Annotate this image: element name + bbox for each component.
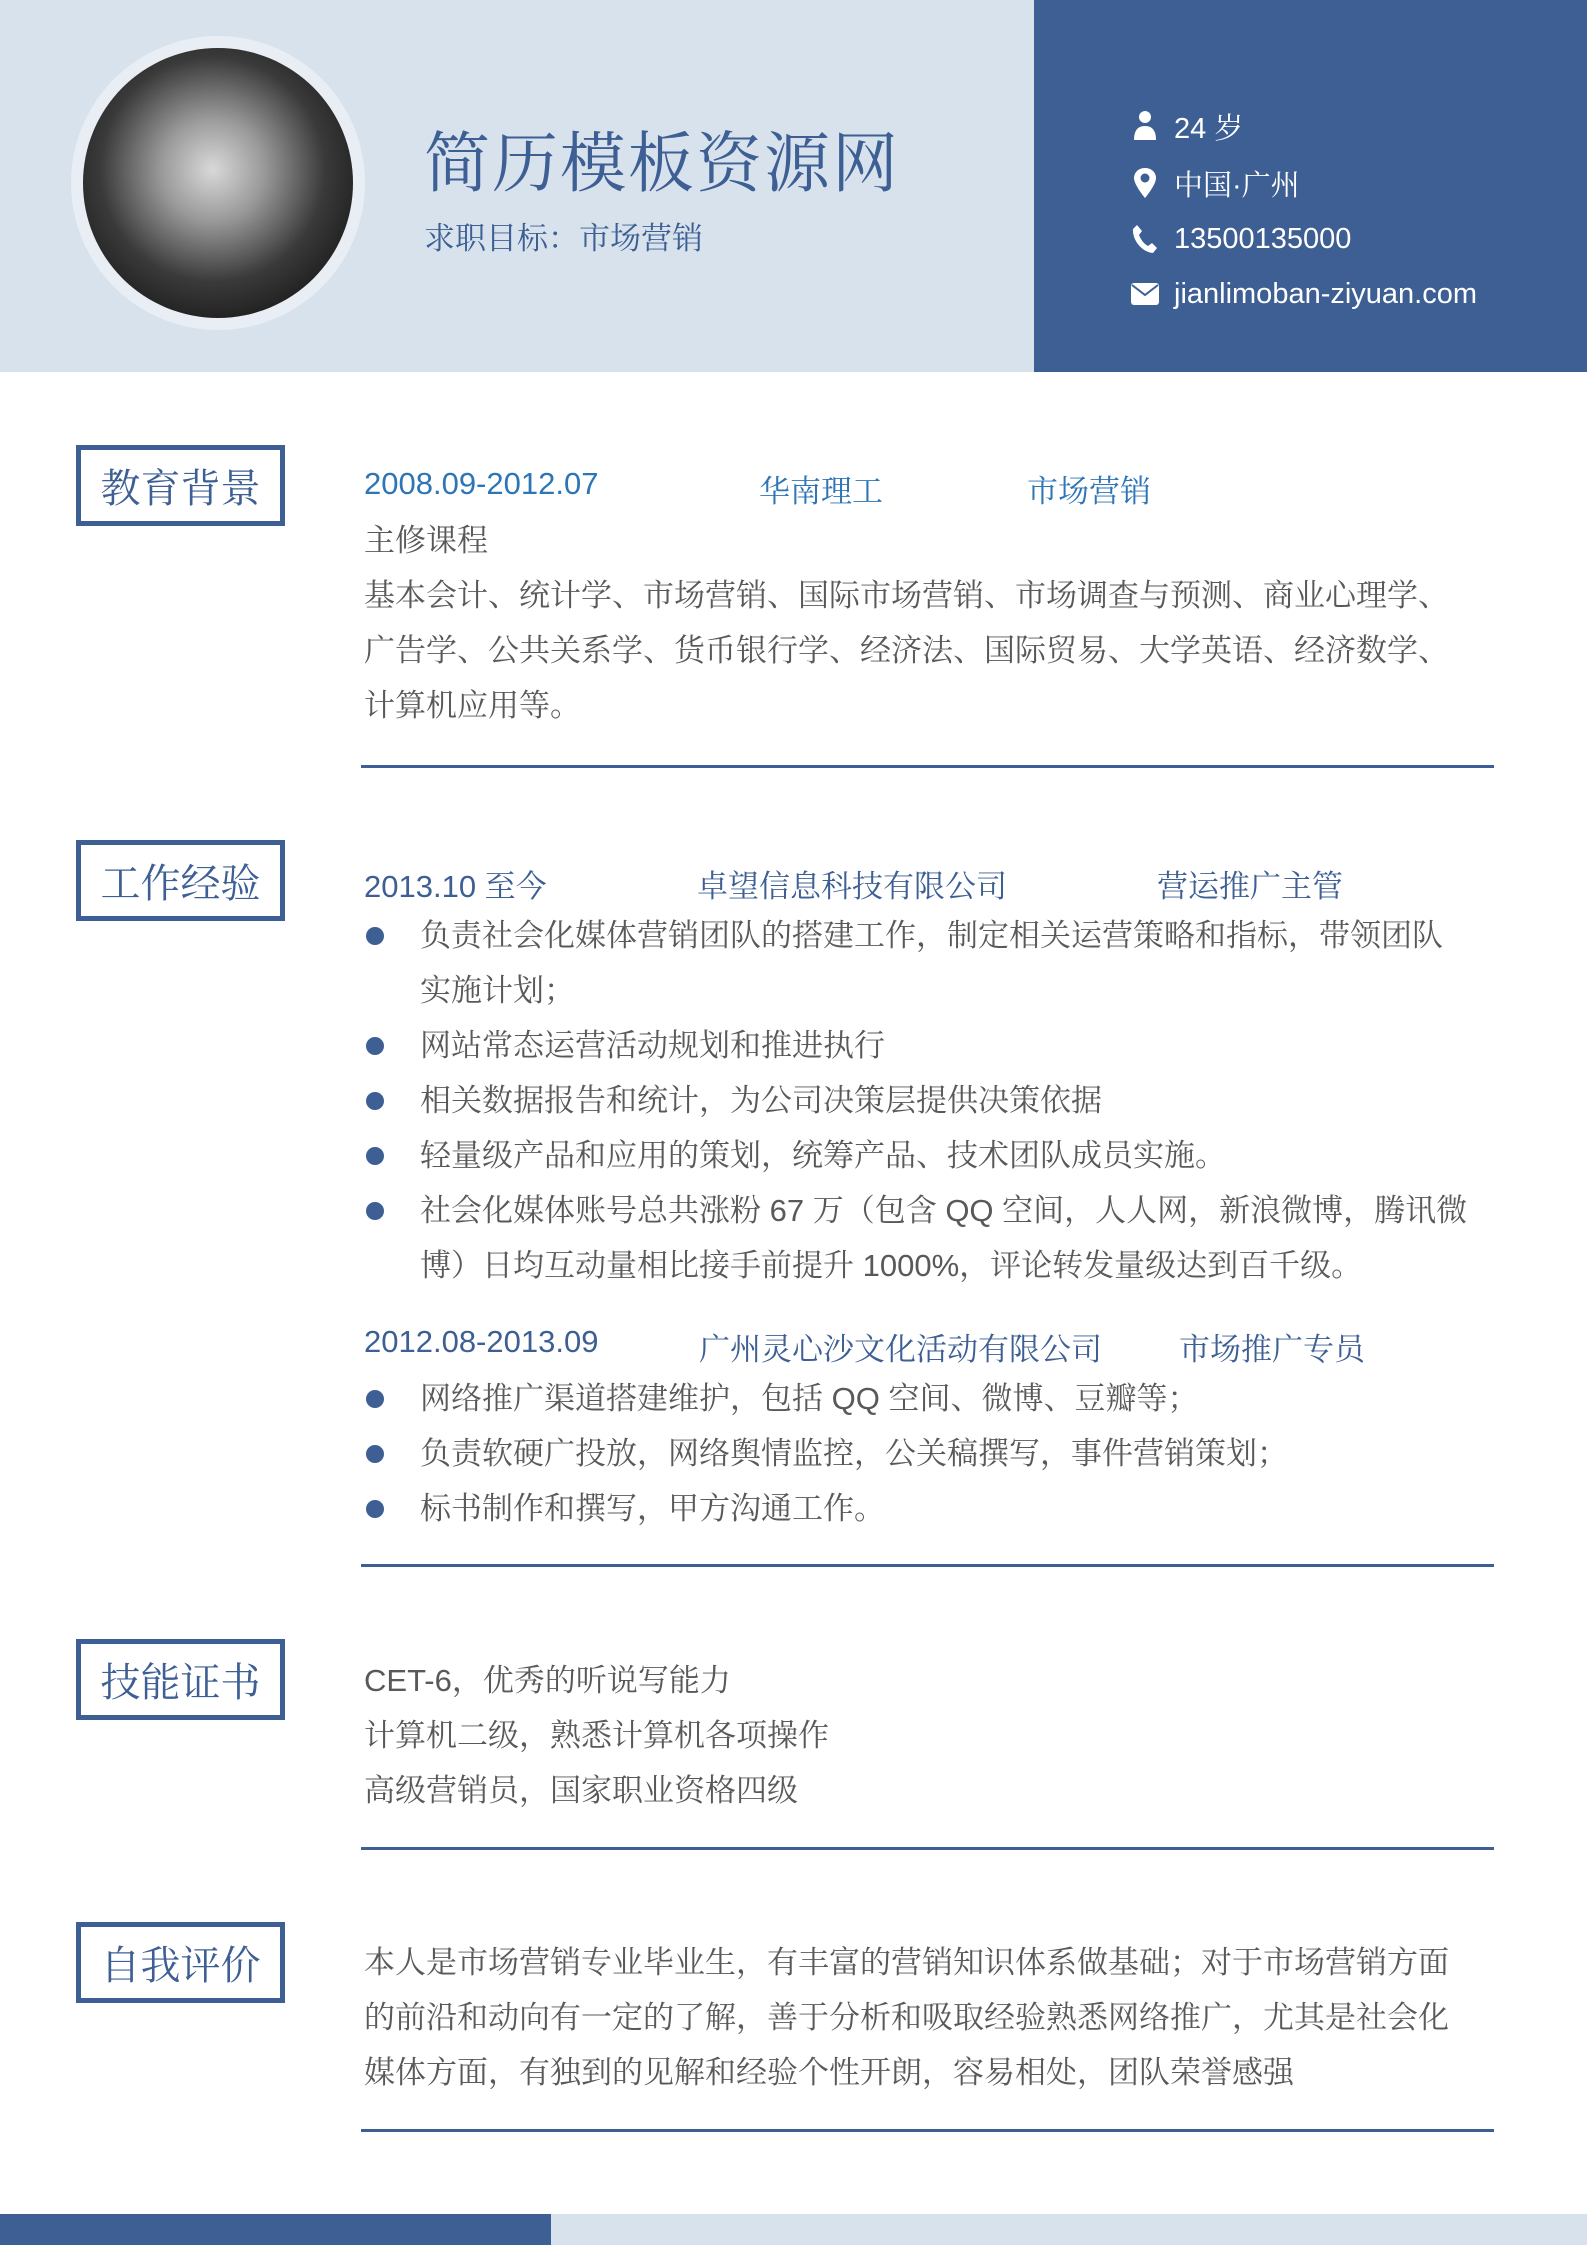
section-heading-work: 工作经验 — [76, 840, 285, 921]
footer-bar-light — [551, 2214, 1587, 2245]
skill-item: 高级营销员，国家职业资格四级 — [364, 1773, 798, 1808]
bullet-icon — [366, 1445, 384, 1463]
job-duty-line: 网站常态运营活动规划和推进执行 — [420, 1028, 885, 1063]
section-heading-skills: 技能证书 — [76, 1639, 285, 1720]
job-duty-line: 博）日均互动量相比接手前提升 1000%，评论转发量级达到百千级。 — [420, 1248, 1363, 1283]
location-pin-icon — [1130, 168, 1160, 198]
bullet-icon — [366, 1147, 384, 1165]
job-duty-line: 轻量级产品和应用的策划，统筹产品、技术团队成员实施。 — [420, 1138, 1226, 1173]
skill-item: 计算机二级，熟悉计算机各项操作 — [364, 1718, 829, 1753]
job-duty-line: 相关数据报告和统计，为公司决策层提供决策依据 — [420, 1083, 1102, 1118]
courses-label: 主修课程 — [364, 523, 488, 558]
job-period: 2013.10 至今 — [364, 869, 547, 904]
job-duty-line: 负责软硬广投放，网络舆情监控，公关稿撰写，事件营销策划； — [420, 1436, 1288, 1471]
user-icon — [1130, 111, 1160, 141]
footer-bar-dark — [0, 2214, 551, 2245]
contact-text: jianlimoban-ziyuan.com — [1174, 277, 1478, 310]
bullet-icon — [366, 927, 384, 945]
section-heading-self-evaluation: 自我评价 — [76, 1922, 285, 2003]
page-title: 简历模板资源网 — [424, 126, 900, 200]
job-duty-line: 标书制作和撰写，甲方沟通工作。 — [420, 1491, 885, 1526]
self-eval-line: 媒体方面，有独到的见解和经验个性开朗，容易相处，团队荣誉感强 — [364, 2055, 1294, 2090]
contact-text: 24 岁 — [1174, 112, 1244, 145]
contact-age — [1130, 106, 1243, 146]
divider — [361, 2129, 1494, 2132]
job-position: 营运推广主管 — [1157, 869, 1343, 904]
bullet-icon — [366, 1390, 384, 1408]
section-heading-education: 教育背景 — [76, 445, 285, 526]
contact-email — [1130, 274, 1477, 314]
job-duty-line: 负责社会化媒体营销团队的搭建工作，制定相关运营策略和指标，带领团队 — [420, 918, 1443, 953]
edu-school: 华南理工 — [759, 474, 883, 509]
divider — [361, 765, 1494, 768]
job-period: 2012.08-2013.09 — [364, 1324, 599, 1359]
job-company: 广州灵心沙文化活动有限公司 — [699, 1332, 1102, 1367]
job-company: 卓望信息科技有限公司 — [697, 869, 1007, 904]
divider — [361, 1564, 1494, 1567]
contact-text: 中国·广州 — [1174, 169, 1300, 202]
contact-panel — [1034, 0, 1587, 372]
job-duty-line: 社会化媒体账号总共涨粉 67 万（包含 QQ 空间，人人网，新浪微博，腾讯微 — [420, 1193, 1468, 1228]
bullet-icon — [366, 1037, 384, 1055]
job-duty-line: 网络推广渠道搭建维护，包括 QQ 空间、微博、豆瓣等； — [420, 1381, 1199, 1416]
contact-text: 13500135000 — [1174, 222, 1352, 255]
contact-location — [1130, 163, 1300, 203]
edu-major: 市场营销 — [1027, 474, 1151, 509]
job-objective: 求职目标：市场营销 — [424, 221, 703, 256]
job-duty-line: 实施计划； — [420, 973, 575, 1008]
phone-icon — [1130, 224, 1160, 254]
self-eval-line: 的前沿和动向有一定的了解，善于分析和吸取经验熟悉网络推广，尤其是社会化 — [364, 2000, 1449, 2035]
skill-item: CET-6，优秀的听说写能力 — [364, 1663, 731, 1698]
courses-line: 广告学、公共关系学、货币银行学、经济法、国际贸易、大学英语、经济数学、 — [364, 633, 1449, 668]
bullet-icon — [366, 1202, 384, 1220]
edu-period: 2008.09-2012.07 — [364, 466, 599, 501]
avatar — [83, 48, 353, 318]
self-eval-line: 本人是市场营销专业毕业生，有丰富的营销知识体系做基础；对于市场营销方面 — [364, 1945, 1449, 1980]
bullet-icon — [366, 1500, 384, 1518]
job-position: 市场推广专员 — [1179, 1332, 1365, 1367]
bullet-icon — [366, 1092, 384, 1110]
courses-line: 基本会计、统计学、市场营销、国际市场营销、市场调查与预测、商业心理学、 — [364, 578, 1449, 613]
mail-icon — [1130, 279, 1160, 309]
divider — [361, 1847, 1494, 1850]
contact-phone — [1130, 219, 1351, 259]
courses-line: 计算机应用等。 — [364, 688, 581, 723]
